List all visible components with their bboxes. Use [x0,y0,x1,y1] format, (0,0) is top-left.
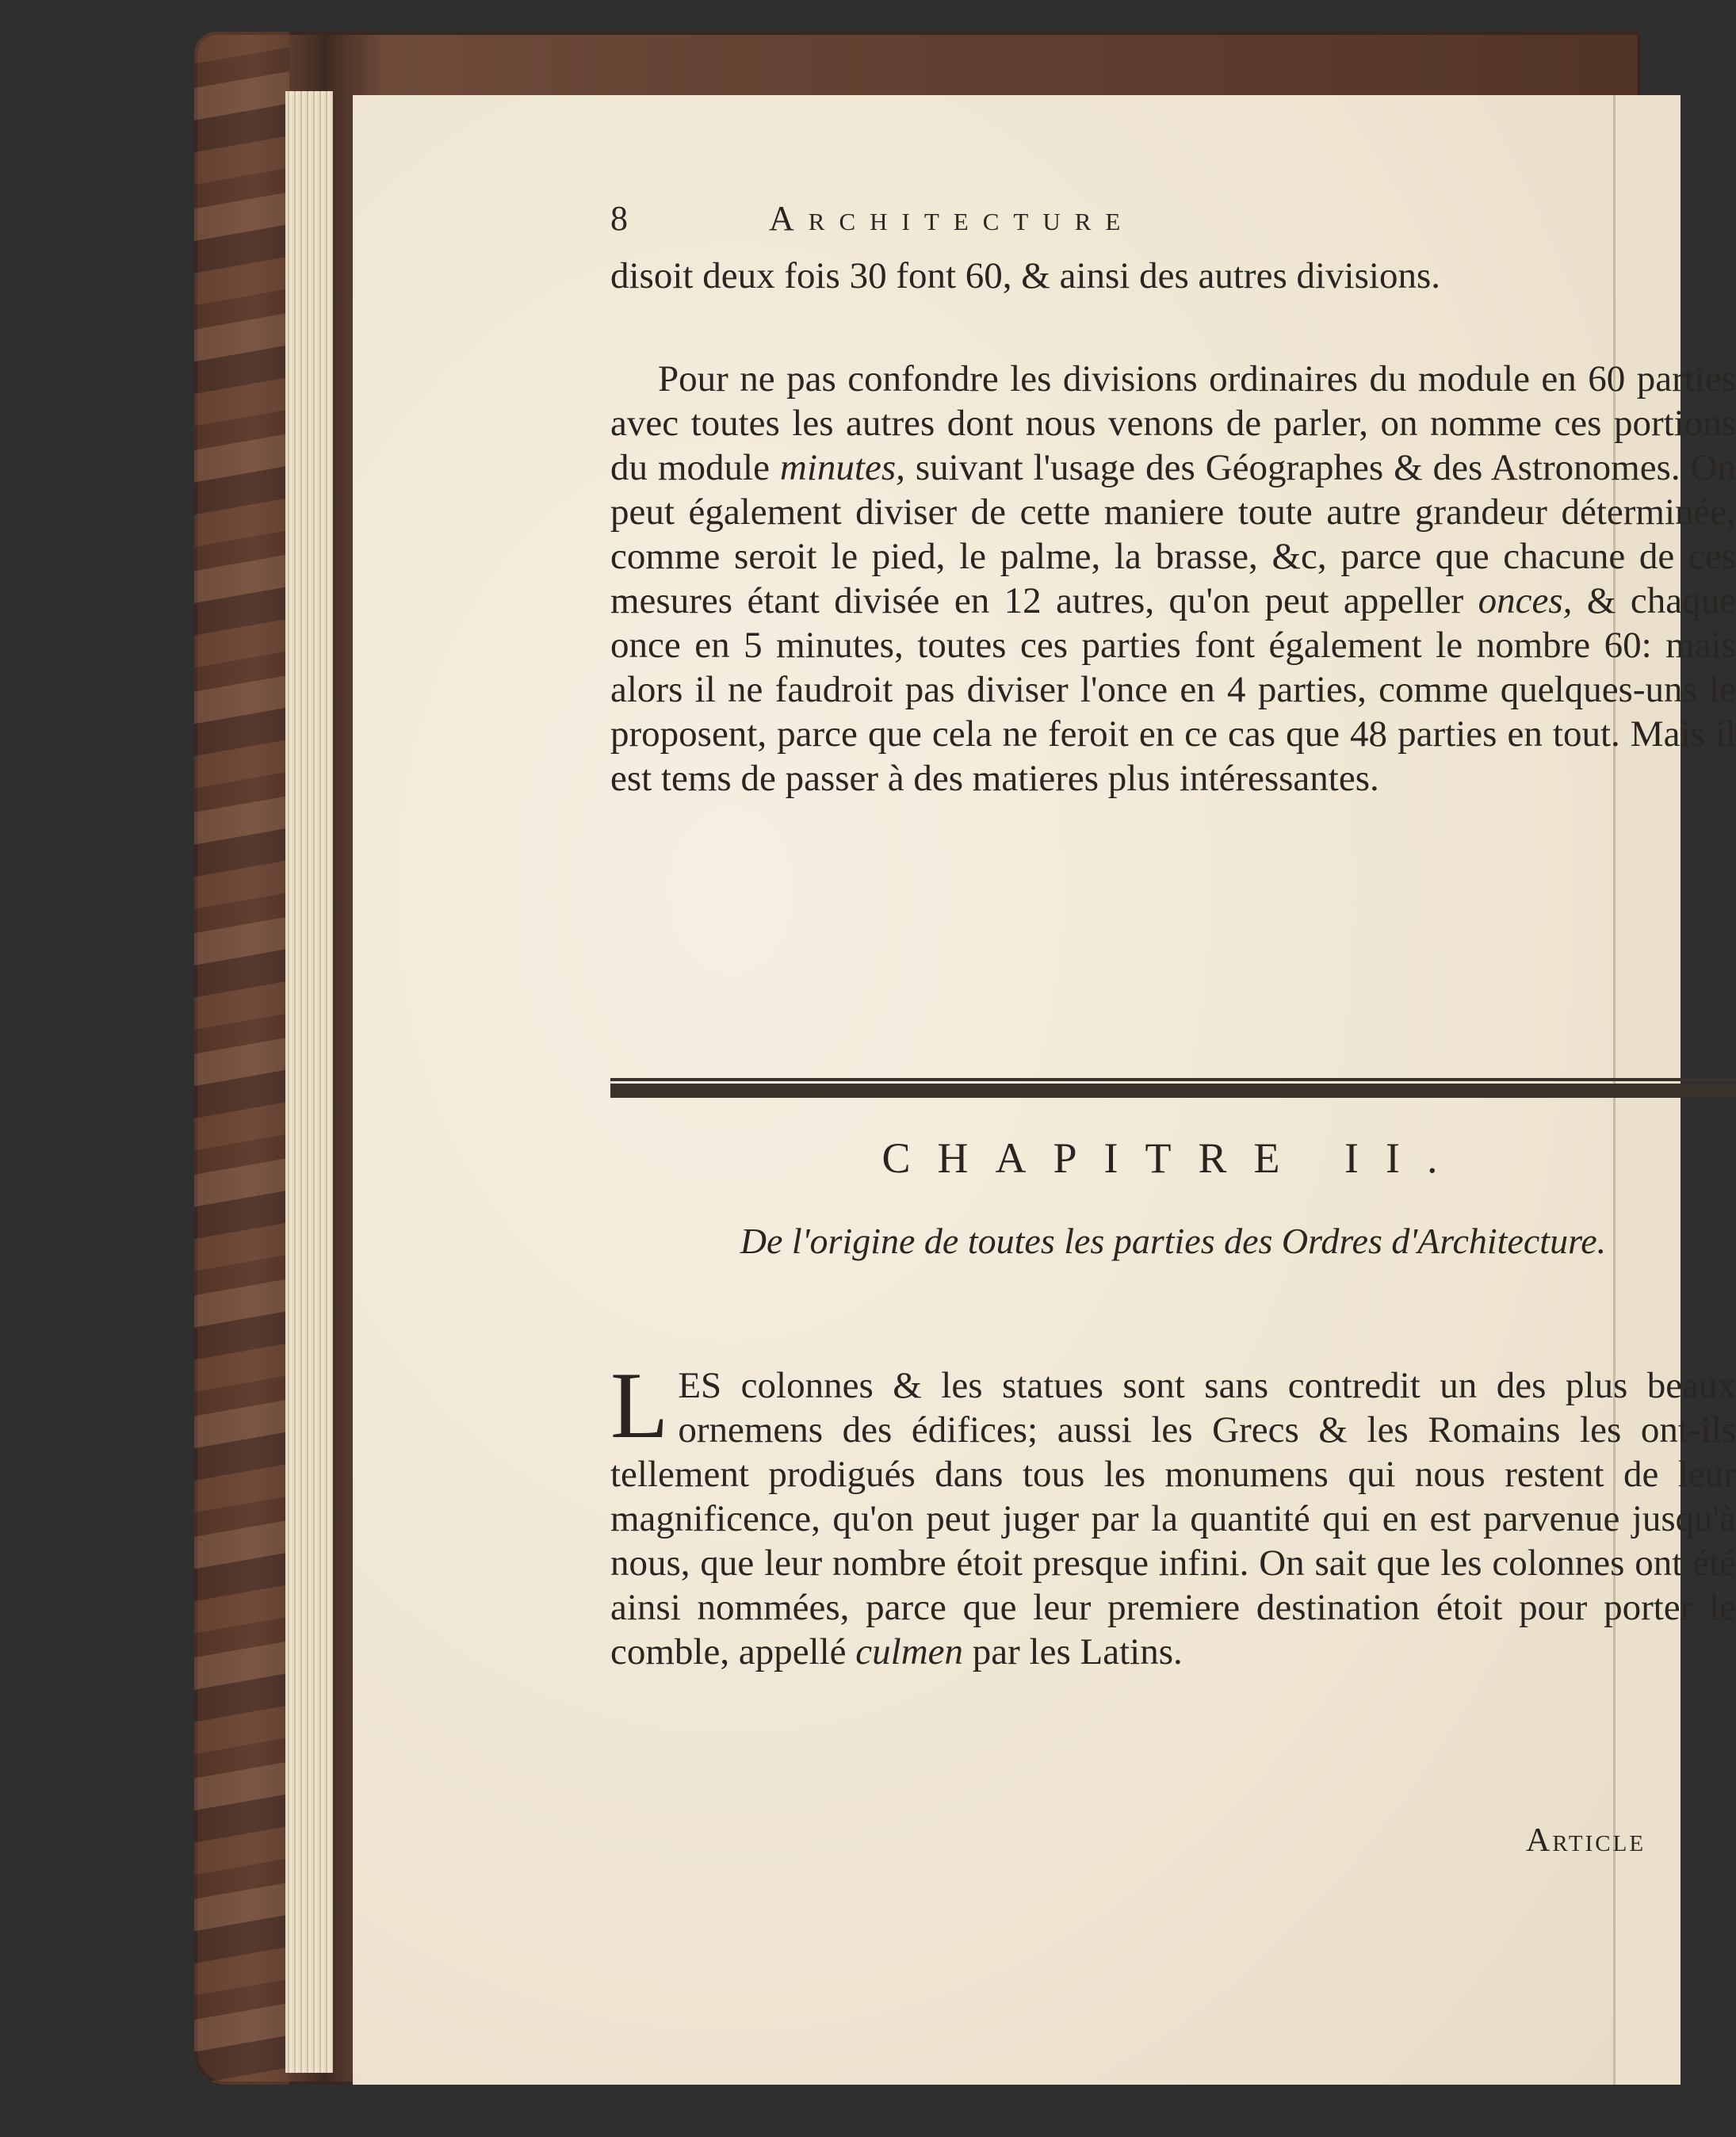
paragraph-2-italic-minutes: minutes, [779,447,905,488]
page-number: 8 [610,199,642,238]
book-page [353,95,1736,2085]
section-rule [610,1084,1736,1098]
chapter-heading: CHAPITRE II. [881,1134,1465,1182]
paragraph-2-text-b: suivant l'usage des Géographes & des Astronomes. On peut également diviser de cette maniere toute autre grandeur déterminée, comme seroit le pied, le palme, la brasse, &c, parce que chacune de ces mesures étant divisée en 12 autres, qu'on peut appeller [610,447,1736,621]
chapter-text-a: ES colonnes & les statues sont sans contredit un des plus beaux ornemens des édifices; aussi les Grecs & les Romains les ont-ils tellement prodigués dans tous les monumens qui nous restent de leur magnificence, qu'on peut juger par la quantité qui en est parvenue jusqu'à nous, que leur nombre étoit presque infini. On sait que les colonnes ont été ainsi nommées, parce que leur premiere destination étoit pour porter le comble, appellé [610,1365,1736,1673]
paragraph-1: disoit deux fois 30 font 60, & ainsi des autres divisions. [610,255,1440,296]
chapter-italic-culmen: culmen [855,1631,964,1673]
paragraph-2-text-c: & chaque once en 5 minutes, toutes ces parties font également le nombre 60: mais alors il ne faudroit pas diviser l'once en 4 parties, comme quelques-uns le proposent, parce que cela ne feroit en ce cas que 48 parties en tout. Mais il est tems de passer à des matieres plus intéressantes. [610,580,1736,799]
section-rule-thin [610,1078,1736,1081]
paragraph-2-text-a: Pour ne pas confondre les divisions ordinaires du module en 60 parties avec toutes les autres dont nous venons de parler, on nomme ces portions du module [610,358,1736,488]
drop-capital: L [610,1352,669,1458]
marbled-cover [194,32,289,2085]
chapter-paragraph [610,1352,1736,1674]
chapter-text-b: par les Latins. [963,1631,1183,1673]
running-title: Architecture [769,199,1135,238]
paragraph-2 [610,357,1736,801]
page-text [353,95,1736,2085]
page-edges [285,91,333,2073]
chapter-subtitle: De l'origine de toutes les parties des Ordres d'Architecture. [740,1221,1607,1261]
paragraph-2-italic-onces: onces, [1478,580,1573,621]
catchword: Article [1526,1822,1646,1859]
running-header [610,198,1736,246]
